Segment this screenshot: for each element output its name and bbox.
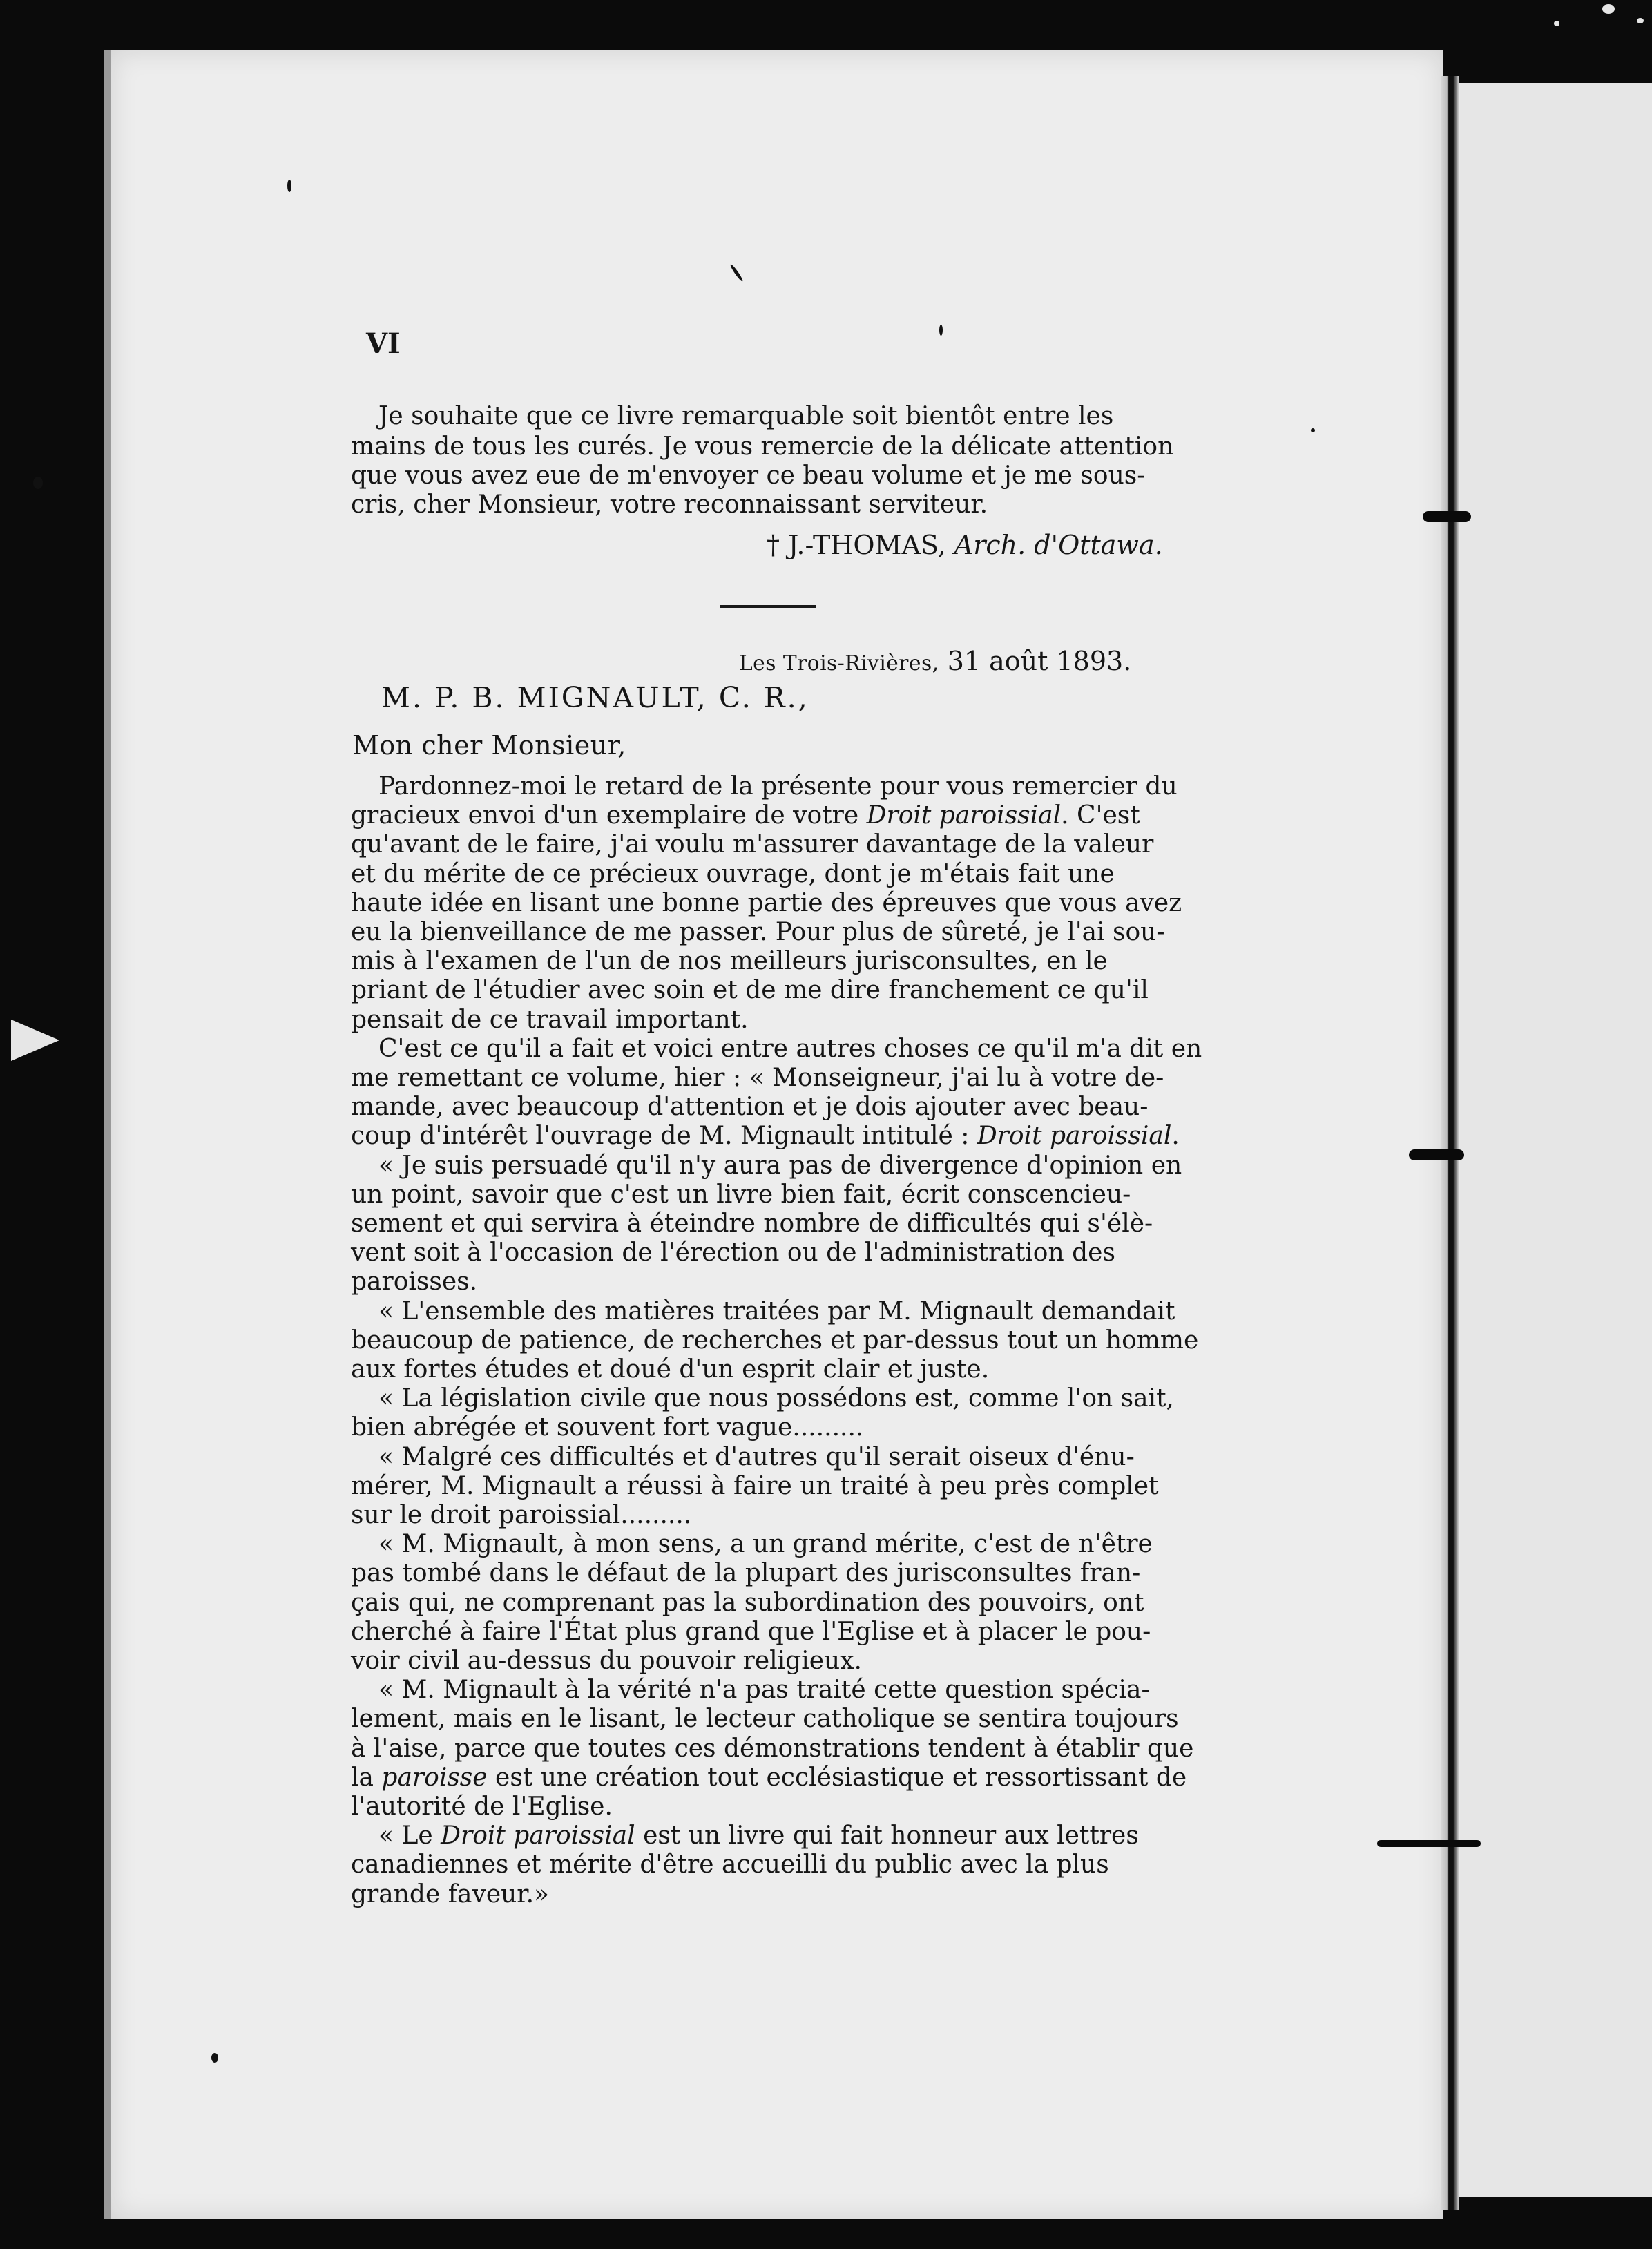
binding-mark xyxy=(1409,1149,1464,1160)
text-line: eu la bienveillance de me passer. Pour plus de sûreté, je l'ai sou- xyxy=(351,918,1165,946)
text-line: canadiennes et mérite d'être accueilli du public avec la plus xyxy=(351,1850,1109,1879)
text-line: beaucoup de patience, de recherches et par-dessus tout un homme xyxy=(351,1326,1199,1355)
corner-speck xyxy=(1637,18,1644,23)
text-line: voir civil au-dessus du pouvoir religieux. xyxy=(351,1647,862,1675)
text-line: un point, savoir que c'est un livre bien fait, écrit conscencieu- xyxy=(351,1180,1131,1209)
section-divider xyxy=(720,605,816,608)
book-spine xyxy=(1441,76,1459,2210)
facing-page-edge xyxy=(1459,83,1652,2197)
text-line: mains de tous les curés. Je vous remercie de la délicate attention xyxy=(351,432,1174,461)
text-line: que vous avez eue de m'envoyer ce beau volume et je me sous- xyxy=(351,461,1146,490)
text-line: cris, cher Monsieur, votre reconnaissant serviteur. xyxy=(351,490,988,519)
signature xyxy=(767,532,1163,558)
text-line: Je souhaite que ce livre remarquable soit bientôt entre les xyxy=(378,402,1114,430)
signature-name: J.-THOMAS, xyxy=(788,530,946,560)
letter-dateline xyxy=(739,648,1131,674)
letter-addressee: M. P. B. MIGNAULT, C. R., xyxy=(381,681,809,714)
ink-speck xyxy=(287,180,291,192)
salutation-text: Mon cher Monsieur, xyxy=(352,730,626,760)
text-line: mis à l'examen de l'un de nos meilleurs jurisconsultes, en le xyxy=(351,947,1108,975)
ink-speck xyxy=(1311,428,1315,432)
text-line: « Le Droit paroissial est un livre qui fait honneur aux lettres xyxy=(378,1821,1139,1850)
text-line: bien abrégée et souvent fort vague......... xyxy=(351,1413,864,1442)
text-line: grande faveur.» xyxy=(351,1880,550,1908)
text-line: l'autorité de l'Eglise. xyxy=(351,1792,613,1821)
page-folio: VI xyxy=(366,327,401,360)
text-line: pensait de ce travail important. xyxy=(351,1006,749,1034)
ink-speck xyxy=(33,477,43,489)
text-line: haute idée en lisant une bonne partie des épreuves que vous avez xyxy=(351,889,1182,917)
text-line: « M. Mignault, à mon sens, a un grand mérite, c'est de n'être xyxy=(378,1530,1153,1558)
cross-symbol: † xyxy=(767,530,780,560)
text-line: cherché à faire l'État plus grand que l'Eglise et à placer le pou- xyxy=(351,1618,1151,1646)
text-line: à l'aise, parce que toutes ces démonstrations tendent à établir que xyxy=(351,1734,1194,1763)
signature-title: Arch. d'Ottawa. xyxy=(954,530,1163,560)
letter-salutation xyxy=(352,732,626,758)
text-line: mérer, M. Mignault a réussi à faire un traité à peu près complet xyxy=(351,1472,1159,1500)
text-line: pas tombé dans le défaut de la plupart des jurisconsultes fran- xyxy=(351,1559,1141,1587)
date-place: Les Trois-Rivières, xyxy=(739,651,939,675)
text-line: sur le droit paroissial......... xyxy=(351,1501,692,1529)
text-line: C'est ce qu'il a fait et voici entre autres choses ce qu'il m'a dit en xyxy=(378,1035,1202,1063)
text-line: « Je suis persuadé qu'il n'y aura pas de divergence d'opinion en xyxy=(378,1151,1182,1180)
text-line: la paroisse est une création tout ecclésiastique et ressortissant de xyxy=(351,1763,1187,1792)
text-line: gracieux envoi d'un exemplaire de votre Droit paroissial. C'est xyxy=(351,801,1140,830)
text-line: çais qui, ne comprenant pas la subordination des pouvoirs, ont xyxy=(351,1589,1144,1617)
corner-speck xyxy=(1554,21,1559,26)
text-line: « M. Mignault à la vérité n'a pas traité cette question spécia- xyxy=(378,1676,1150,1704)
text-line: « Malgré ces difficultés et d'autres qu'il serait oiseux d'énu- xyxy=(378,1443,1135,1471)
date: 31 août 1893. xyxy=(947,646,1132,676)
text-line: coup d'intérêt l'ouvrage de M. Mignault intitulé : Droit paroissial. xyxy=(351,1122,1180,1150)
binding-mark xyxy=(1377,1840,1481,1847)
text-line: priant de l'étudier avec soin et de me dire franchement ce qu'il xyxy=(351,976,1149,1004)
text-line: mande, avec beaucoup d'attention et je dois ajouter avec beau- xyxy=(351,1093,1149,1121)
text-line: vent soit à l'occasion de l'érection ou de l'administration des xyxy=(351,1238,1115,1267)
text-line: sement et qui servira à éteindre nombre de difficultés qui s'élè- xyxy=(351,1209,1153,1238)
ink-speck xyxy=(939,325,943,336)
text-line: me remettant ce volume, hier : « Monseigneur, j'ai lu à votre de- xyxy=(351,1064,1164,1092)
binding-mark xyxy=(1423,511,1471,522)
text-line: qu'avant de le faire, j'ai voulu m'assurer davantage de la valeur xyxy=(351,830,1154,859)
text-line: paroisses. xyxy=(351,1267,478,1296)
text-line: « La législation civile que nous possédons est, comme l'on sait, xyxy=(378,1384,1174,1413)
text-line: Pardonnez-moi le retard de la présente pour vous remercier du xyxy=(378,772,1178,801)
corner-speck xyxy=(1602,4,1615,14)
page-tab-mark xyxy=(11,1020,59,1061)
ink-speck xyxy=(211,2053,218,2063)
text-line: aux fortes études et doué d'un esprit clair et juste. xyxy=(351,1355,990,1384)
text-line: « L'ensemble des matières traitées par M. Mignault demandait xyxy=(378,1297,1175,1326)
text-line: et du mérite de ce précieux ouvrage, dont je m'étais fait une xyxy=(351,860,1115,888)
text-line: lement, mais en le lisant, le lecteur catholique se sentira toujours xyxy=(351,1705,1179,1733)
